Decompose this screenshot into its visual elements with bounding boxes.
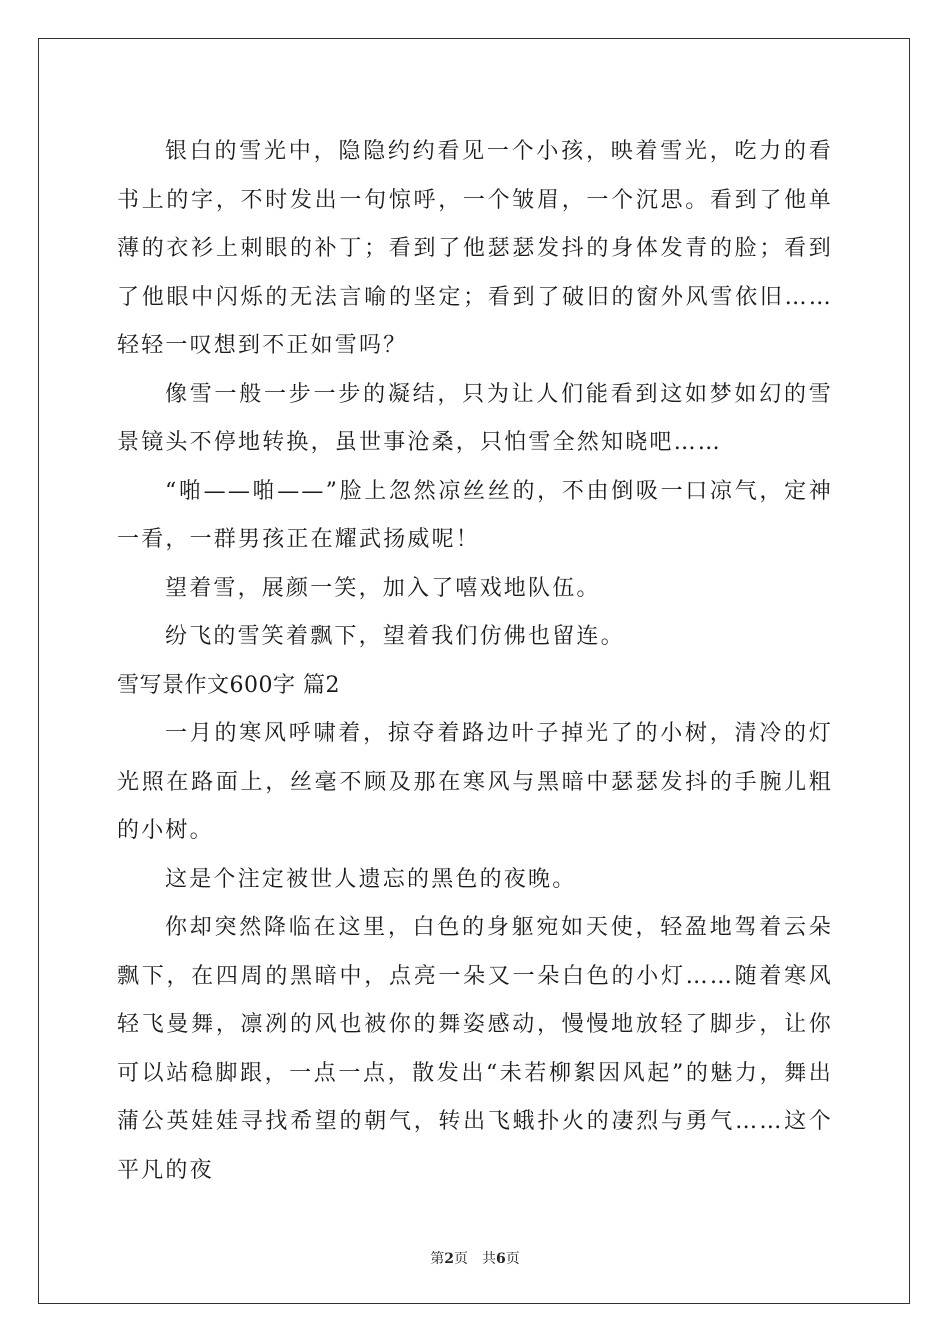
document-body	[117, 128, 833, 1195]
total-prefix: 共	[482, 1251, 496, 1267]
paragraph: 纷飞的雪笑着飘下，望着我们仿佛也留连。	[165, 624, 625, 649]
page-suffix: 页	[454, 1251, 468, 1267]
paragraph: 你却突然降临在这里，白色的身躯宛如天使，轻盈地驾着云朵飘下，在四周的黑暗中，点亮一朵又一朵白色的小灯……随着寒风轻飞曼舞，凛冽的风也被你的舞姿感动，慢慢地放轻了脚步，让你可以站稳脚跟，一点一点，散发出“未若柳絮因风起”的魅力，舞出蒲公英娃娃寻找希望的朝气，转出飞蛾扑火的凄烈与勇气……这个平凡的夜	[117, 915, 833, 1183]
total-suffix: 页	[505, 1251, 520, 1267]
total-pages: 6	[496, 1251, 506, 1267]
page-footer	[0, 1248, 950, 1268]
paragraph: 银白的雪光中，隐隐约约看见一个小孩，映着雪光，吃力的看书上的字，不时发出一句惊呼，一个皱眉，一个沉思。看到了他单薄的衣衫上刺眼的补丁；看到了他瑟瑟发抖的身体发青的脸；看到了他眼中闪烁的无法言喻的坚定；看到了破旧的窗外风雪依旧……轻轻一叹想到不正如雪吗？	[117, 139, 833, 358]
page-total	[482, 1251, 520, 1267]
current-page: 2	[444, 1251, 454, 1267]
paragraph: 望着雪，展颜一笑，加入了嘻戏地队伍。	[165, 575, 601, 601]
page-prefix: 第	[430, 1251, 445, 1267]
section-heading: 雪写景作文600字 篇2	[117, 672, 340, 698]
paragraph: 这是个注定被世人遗忘的黑色的夜晚。	[165, 866, 577, 892]
paragraph: “啪——啪——”脸上忽然凉丝丝的，不由倒吸一口凉气，定神一看，一群男孩正在耀武扬威呢！	[117, 478, 833, 552]
paragraph: 像雪一般一步一步的凝结，只为让人们能看到这如梦如幻的雪景镜头不停地转换，虽世事沧桑，只怕雪全然知晓吧……	[117, 381, 833, 455]
paragraph: 一月的寒风呼啸着，掠夺着路边叶子掉光了的小树，清冷的灯光照在路面上，丝毫不顾及那在寒风与黑暗中瑟瑟发抖的手腕儿粗的小树。	[117, 721, 833, 843]
page-number	[430, 1251, 468, 1267]
